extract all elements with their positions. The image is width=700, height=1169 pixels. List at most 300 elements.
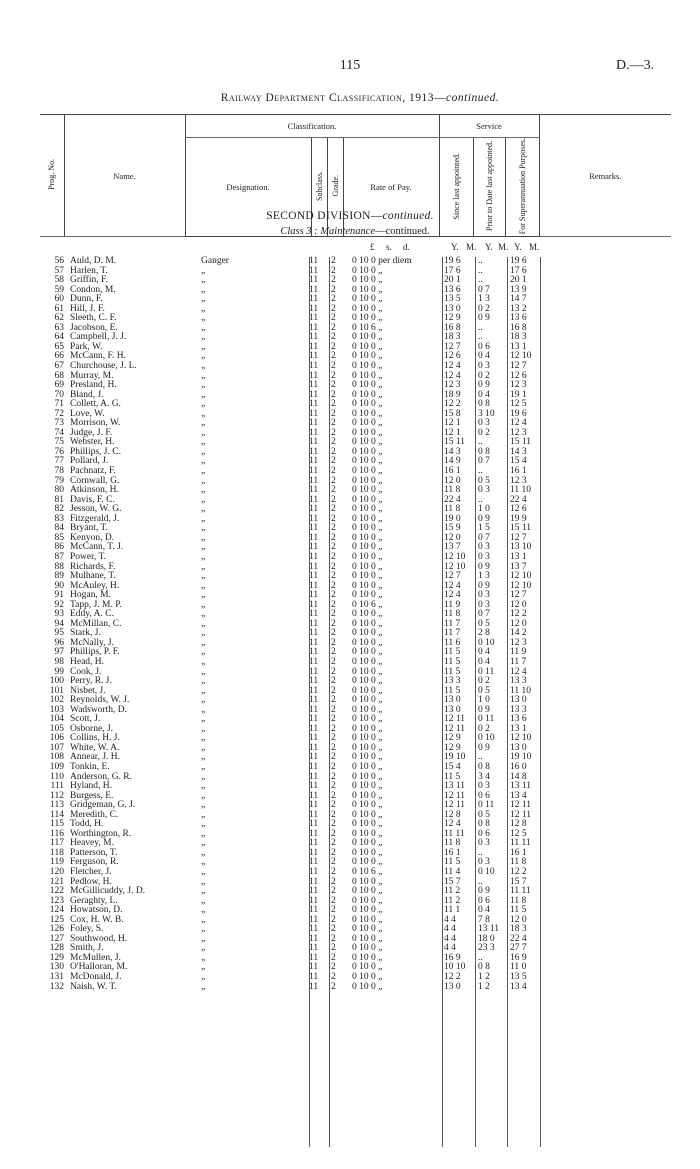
designation-cell: „ [201,809,206,820]
rate-cell: 0 10 0 „ [352,275,383,286]
prior-cell: .. [478,322,483,333]
rate-cell: 0 10 0 „ [352,924,383,935]
subclass-cell: 11 [309,781,319,792]
name-cell: Heavey, M. [70,838,114,849]
superannuation-cell: 12 10 [510,351,532,362]
name-cell: Sleeth, C. F. [70,313,117,324]
prog-no-cell: 69 [54,380,64,391]
grade-cell: 2 [331,561,336,572]
grade-cell: 2 [331,895,336,906]
superannuation-cell: 13 6 [510,313,527,324]
designation-cell: „ [201,475,206,486]
grade-cell: 2 [331,656,336,667]
prog-no-cell: 96 [54,637,64,648]
designation-cell: „ [201,303,206,314]
prior-cell: 0 8 [478,399,490,410]
subclass-cell: 11 [309,332,319,343]
rate-cell: 0 10 0 „ [352,819,383,830]
rate-cell: 0 10 0 „ [352,972,383,983]
subclass-cell: 11 [309,704,319,715]
subclass-cell: 11 [309,962,319,973]
grade-cell: 2 [331,551,336,562]
since-cell: 11 4 [444,867,461,877]
prior-cell: .. [478,952,483,963]
unit-shillings: s. [386,242,392,252]
designation-cell: „ [201,275,206,286]
name-cell: Churchouse, J. L. [70,361,137,372]
superannuation-cell: 13 3 [510,704,527,715]
superannuation-cell: 19 6 [510,408,527,419]
grade-cell: 2 [331,408,336,419]
grade-cell: 2 [331,322,336,333]
since-cell: 17 6 [444,265,461,276]
designation-cell: „ [201,628,206,639]
designation-cell: „ [201,905,206,916]
name-cell: Hogan, M. [70,590,111,601]
subclass-cell: 11 [309,580,319,591]
subclass-cell: 11 [309,771,319,782]
designation-cell: „ [201,943,206,954]
prog-no-cell: 122 [49,886,64,897]
superannuation-cell: 12 7 [510,361,527,372]
prior-cell: .. [478,752,483,763]
header-superannuation: For Superannuation Purposes. [505,138,539,237]
subclass-cell: 11 [309,456,319,467]
prog-no-cell: 84 [54,523,64,534]
name-cell: Griffin, F. [70,275,108,286]
prog-no-cell: 92 [54,599,64,610]
subclass-cell: 11 [309,666,319,677]
prior-cell: 0 2 [478,303,490,314]
subclass-cell: 11 [309,256,319,266]
grade-cell: 2 [331,256,336,266]
prog-no-cell: 107 [49,742,64,753]
prior-cell: 0 2 [478,676,490,687]
designation-cell: „ [201,322,206,333]
prior-cell: 0 7 [478,609,490,620]
page-number: 115 [339,58,361,73]
name-cell: Head, H. [70,656,105,667]
rate-cell: 0 10 0 „ [352,733,383,744]
subclass-cell: 11 [309,838,319,849]
name-cell: Ferguson, R. [70,857,119,868]
subclass-cell: 11 [309,313,319,324]
superannuation-cell: 19 1 [510,389,527,400]
grade-cell: 2 [331,504,336,515]
designation-cell: Ganger [201,256,229,266]
superannuation-cell: 11 11 [510,838,531,849]
superannuation-cell: 12 5 [510,828,527,839]
designation-cell: „ [201,637,206,648]
prior-cell: 3 10 [478,408,495,419]
table-row [0,658,700,668]
since-cell: 19 0 [444,513,461,524]
name-cell: Perry, R. J. [70,676,112,687]
document-reference: D.—3. [616,58,655,73]
designation-cell: „ [201,494,206,505]
grade-cell: 2 [331,523,336,534]
rate-cell: 0 10 0 „ [352,466,383,477]
subclass-cell: 11 [309,628,319,639]
rate-cell: 0 10 0 „ [352,313,383,324]
prog-no-cell: 87 [54,551,64,562]
since-cell: 12 7 [444,341,461,352]
header-prog-no: Prog. No. [40,115,64,237]
since-cell: 11 2 [444,895,461,906]
since-cell: 11 5 [444,647,461,658]
rate-cell: 0 10 0 „ [352,513,383,524]
prior-cell: 0 3 [478,599,490,610]
rate-cell: 0 10 0 „ [352,704,383,715]
since-cell: 12 3 [444,380,461,391]
prior-cell: 0 7 [478,532,490,543]
subclass-cell: 11 [309,867,319,877]
prior-cell: 0 6 [478,895,490,906]
name-cell: Hyland, H. [70,781,112,792]
subclass-cell: 11 [309,322,319,333]
designation-cell: „ [201,408,206,419]
designation-cell: „ [201,867,206,877]
subclass-cell: 11 [309,590,319,601]
designation-cell: „ [201,265,206,276]
table-row [0,620,700,630]
prog-no-cell: 83 [54,513,64,524]
name-cell: Southwood, H. [70,933,128,944]
name-cell: Collins, H. J. [70,733,120,744]
grade-cell: 2 [331,399,336,410]
prior-cell: 0 6 [478,790,490,801]
grade-cell: 2 [331,857,336,868]
superannuation-cell: 12 7 [510,532,527,543]
superannuation-cell: 13 5 [510,972,527,983]
prog-no-cell: 109 [49,761,64,772]
grade-cell: 2 [331,790,336,801]
rate-cell: 0 10 0 „ [352,933,383,944]
designation-cell: „ [201,571,206,582]
grade-cell: 2 [331,761,336,772]
designation-cell: „ [201,742,206,753]
prior-cell: 0 7 [478,456,490,467]
superannuation-cell: 11 8 [510,895,527,906]
prior-cell: 0 3 [478,781,490,792]
since-cell: 11 7 [444,618,461,629]
prog-no-cell: 67 [54,361,64,372]
prior-cell: 0 9 [478,704,490,715]
prog-no-cell: 125 [49,914,64,925]
prior-cell: 0 3 [478,418,490,429]
since-cell: 12 8 [444,809,461,820]
grade-cell: 2 [331,628,336,639]
prog-no-cell: 132 [49,981,64,992]
name-cell: Richards, F. [70,561,116,572]
rate-cell: 0 10 0 „ [352,561,383,572]
designation-cell: „ [201,389,206,400]
prior-cell: 0 10 [478,867,495,877]
name-cell: McCann, T. J. [70,542,124,553]
prog-no-cell: 110 [50,771,64,782]
grade-cell: 2 [331,924,336,935]
subclass-cell: 11 [309,723,319,734]
since-cell: 11 9 [444,599,461,610]
prog-no-cell: 91 [54,590,64,601]
rate-cell: 0 10 0 „ [352,427,383,438]
grade-cell: 2 [331,809,336,820]
grade-cell: 2 [331,714,336,725]
prog-no-cell: 116 [50,828,64,839]
prog-no-cell: 72 [54,408,64,419]
header-remarks: Remarks. [539,115,671,237]
prog-no-cell: 128 [49,943,64,954]
prior-cell: 0 3 [478,590,490,601]
superannuation-cell: 12 2 [510,867,527,877]
prior-cell: .. [478,437,483,448]
name-cell: Jesson, W. G. [70,504,122,515]
since-cell: 12 4 [444,370,461,381]
superannuation-cell: 12 10 [510,571,532,582]
superannuation-cell: 13 0 [510,695,527,706]
name-cell: Love, W. [70,408,105,419]
prior-cell: 0 6 [478,341,490,352]
subclass-cell: 11 [309,427,319,438]
grade-cell: 2 [331,294,336,305]
name-cell: Atkinson, H. [70,485,119,496]
subclass-cell: 11 [309,551,319,562]
prior-cell: .. [478,265,483,276]
superannuation-cell: 22 4 [510,933,527,944]
superannuation-cell: 12 10 [510,733,532,744]
grade-cell: 2 [331,361,336,372]
grade-cell: 2 [331,542,336,553]
subclass-cell: 11 [309,647,319,658]
unit-months-since: M. [466,242,477,252]
name-cell: Condon, M. [70,284,116,295]
superannuation-cell: 12 11 [510,800,532,811]
prior-cell: 0 2 [478,427,490,438]
name-cell: Webster, H. [70,437,115,448]
rate-cell: 0 10 0 „ [352,809,383,820]
subclass-cell: 11 [309,733,319,744]
prog-no-cell: 82 [54,504,64,515]
prog-no-cell: 63 [54,322,64,333]
table-row [0,916,700,926]
name-cell: Pollard, J. [70,456,109,467]
rate-cell: 0 10 0 „ [352,685,383,696]
designation-cell: „ [201,542,206,553]
subclass-cell: 11 [309,876,319,887]
subclass-cell: 11 [309,294,319,305]
name-cell: Harlen, T. [70,265,108,276]
grade-cell: 2 [331,676,336,687]
name-cell: McMillan, C. [70,618,122,629]
rate-cell: 0 10 0 „ [352,303,383,314]
superannuation-cell: 20 1 [510,275,527,286]
subclass-cell: 11 [309,714,319,725]
since-cell: 11 5 [444,857,461,868]
superannuation-cell: 22 4 [510,494,527,505]
table-row [0,400,700,410]
designation-cell: „ [201,685,206,696]
rate-cell: 0 10 0 „ [352,847,383,858]
name-cell: Phillips, P. F. [70,647,120,658]
superannuation-cell: 16 8 [510,322,527,333]
since-cell: 11 5 [444,771,461,782]
name-cell: Cook, J. [70,666,102,677]
grade-cell: 2 [331,332,336,343]
prog-no-cell: 126 [49,924,64,935]
grade-cell: 2 [331,981,336,992]
rate-cell: 0 10 0 „ [352,494,383,505]
subclass-cell: 11 [309,418,319,429]
since-cell: 19 10 [444,752,466,763]
designation-cell: „ [201,981,206,992]
designation-cell: „ [201,761,206,772]
designation-cell: „ [201,714,206,725]
subclass-cell: 11 [309,952,319,963]
prog-no-cell: 86 [54,542,64,553]
since-cell: 13 0 [444,704,461,715]
designation-cell: „ [201,752,206,763]
superannuation-cell: 13 2 [510,303,527,314]
rate-cell: 0 10 0 „ [352,828,383,839]
prior-cell: 7 8 [478,914,490,925]
since-cell: 10 10 [444,962,466,973]
superannuation-cell: 11 5 [510,905,527,916]
rate-cell: 0 10 0 „ [352,265,383,276]
rate-cell: 0 10 0 „ [352,647,383,658]
prior-cell: 0 4 [478,351,490,362]
name-cell: Kenyon, D. [70,532,115,543]
prior-cell: .. [478,876,483,887]
prog-no-cell: 95 [54,628,64,639]
prog-no-cell: 102 [49,695,64,706]
prior-cell: 0 8 [478,962,490,973]
table-row [0,706,700,716]
grade-cell: 2 [331,341,336,352]
prog-no-cell: 90 [54,580,64,591]
subclass-cell: 11 [309,800,319,811]
prior-cell: 0 9 [478,580,490,591]
rate-cell: 0 10 0 „ [352,656,383,667]
subclass-cell: 11 [309,886,319,897]
prog-no-cell: 105 [49,723,64,734]
rate-cell: 0 10 0 „ [352,523,383,534]
superannuation-cell: 14 2 [510,628,527,639]
grade-cell: 2 [331,532,336,543]
prog-no-cell: 71 [54,399,64,410]
name-cell: McNally, J. [70,637,114,648]
rate-cell: 0 10 0 „ [352,761,383,772]
grade-cell: 2 [331,886,336,897]
rate-cell: 0 10 0 „ [352,800,383,811]
subclass-cell: 11 [309,361,319,372]
subclass-cell: 11 [309,485,319,496]
prog-no-cell: 106 [49,733,64,744]
rate-cell: 0 10 0 „ [352,752,383,763]
rate-cell: 0 10 6 „ [352,599,383,610]
superannuation-cell: 13 11 [510,781,532,792]
superannuation-cell: 11 11 [510,886,531,897]
unit-pence: d. [403,242,410,252]
subclass-cell: 11 [309,924,319,935]
prior-cell: 0 9 [478,886,490,897]
designation-cell: „ [201,972,206,983]
grade-cell: 2 [331,475,336,486]
designation-cell: „ [201,886,206,897]
header-name: Name. [64,115,185,237]
superannuation-cell: 13 1 [510,341,527,352]
superannuation-cell: 13 9 [510,284,527,295]
name-cell: Park, W. [70,341,103,352]
prior-cell: 18 0 [478,933,495,944]
subclass-cell: 11 [309,847,319,858]
subclass-cell: 11 [309,380,319,391]
prog-no-cell: 65 [54,341,64,352]
designation-cell: „ [201,418,206,429]
header-designation: Designation. [185,138,311,237]
name-cell: Anderson, G. R. [70,771,133,782]
designation-cell: „ [201,819,206,830]
grade-cell: 2 [331,914,336,925]
rate-cell: 0 10 0 „ [352,742,383,753]
prog-no-cell: 78 [54,466,64,477]
prior-cell: 1 2 [478,972,490,983]
subclass-cell: 11 [309,914,319,925]
superannuation-cell: 16 1 [510,847,527,858]
grade-cell: 2 [331,685,336,696]
name-cell: Hill, J. F. [70,303,105,314]
prog-no-cell: 113 [50,800,64,811]
superannuation-cell: 12 2 [510,609,527,620]
name-cell: Eddy, A. C. [70,609,114,620]
prior-cell: 0 4 [478,656,490,667]
subclass-cell: 11 [309,303,319,314]
prog-no-cell: 129 [49,952,64,963]
designation-cell: „ [201,361,206,372]
rate-cell: 0 10 0 „ [352,571,383,582]
since-cell: 13 0 [444,981,461,992]
prog-no-cell: 77 [54,456,64,467]
superannuation-cell: 27 7 [510,943,527,954]
name-cell: Davis, F. C. [70,494,115,505]
subclass-cell: 11 [309,819,319,830]
subclass-cell: 11 [309,341,319,352]
grade-cell: 2 [331,437,336,448]
subclass-cell: 11 [309,408,319,419]
superannuation-cell: 13 7 [510,561,527,572]
since-cell: 13 11 [444,781,466,792]
designation-cell: „ [201,590,206,601]
subclass-cell: 11 [309,618,319,629]
since-cell: 16 1 [444,847,461,858]
prog-no-cell: 60 [54,294,64,305]
rate-cell: 0 10 0 „ [352,294,383,305]
since-cell: 15 11 [444,437,466,448]
name-cell: Auld, D. M. [70,256,117,266]
since-cell: 12 0 [444,532,461,543]
name-cell: Phillips, J. C. [70,446,121,457]
superannuation-cell: 12 0 [510,618,527,629]
superannuation-cell: 19 10 [510,752,532,763]
prior-cell: 0 3 [478,551,490,562]
since-cell: 14 9 [444,456,461,467]
grade-cell: 2 [331,771,336,782]
since-cell: 11 2 [444,886,461,897]
name-cell: McGillicuddy, J. D. [70,886,146,897]
name-cell: Collett, A. G. [70,399,121,410]
superannuation-cell: 13 4 [510,981,527,992]
subclass-cell: 11 [309,933,319,944]
superannuation-cell: 16 9 [510,952,527,963]
